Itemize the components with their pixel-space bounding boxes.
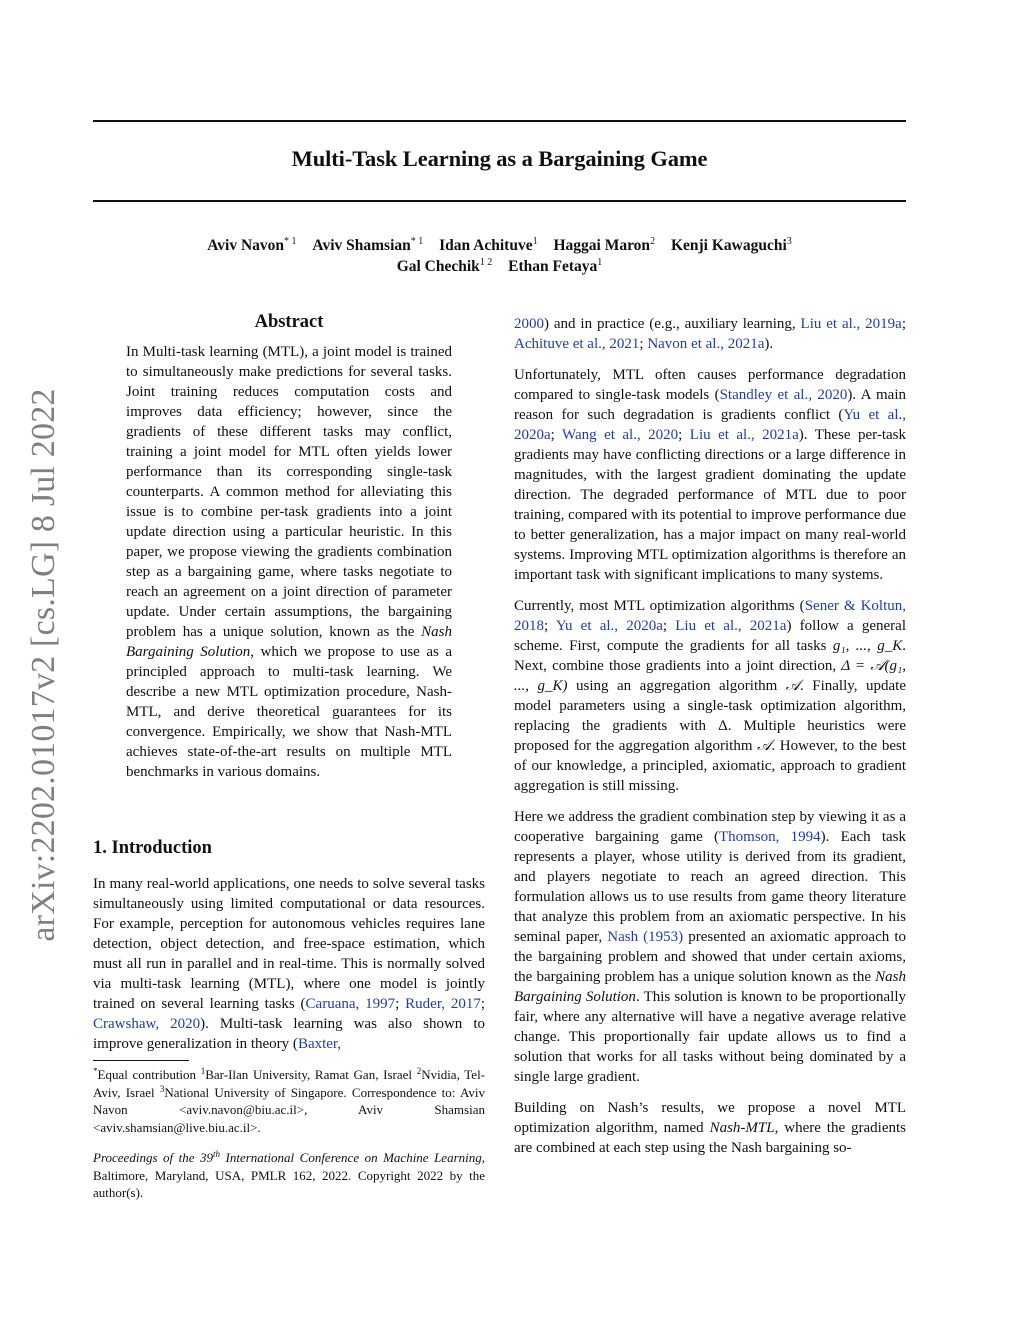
math-expression: Δ	[718, 718, 728, 734]
arxiv-identifier-stamp: arXiv:2202.01017v2 [cs.LG] 8 Jul 2022	[25, 388, 62, 942]
affiliation-footnote: *Equal contribution $^1$Bar-Ilan University, Ramat Gan, Israel $^2$Nvidia, Tel-Aviv, Israel $^3$National University of Singapore. Correspondence to: Aviv Navon <aviv.navon@biu.ac.il>, Aviv Shamsian <aviv.shamsian@live.biu.ac.il>.	[93, 1066, 486, 1135]
citation-link[interactable]: Liu et al., 2019a	[800, 316, 902, 332]
author: Haggai Maron$^2$	[553, 236, 656, 254]
citation-link[interactable]: Achituve et al., 2021	[514, 336, 640, 352]
math-expression: g₁, ..., g_K	[832, 638, 903, 654]
citation-link[interactable]: Navon et al., 2021a	[647, 336, 765, 352]
math-expression: 𝒜	[785, 678, 800, 694]
citation-link[interactable]: Sener & Koltun, 2018	[514, 598, 906, 634]
math-expression: 𝒜	[757, 738, 772, 754]
citation-link[interactable]: 2000	[514, 316, 544, 332]
author: Idan Achituve$^1$	[439, 236, 538, 254]
author-list-line-2	[93, 257, 906, 276]
citation-link[interactable]: Thomson, 1994	[719, 829, 821, 845]
introduction-paragraph: In many real-world applications, one needs to solve several tasks simultaneously using limited computational or data resources. For example, perception for autonomous vehicles requires lane detection, object detection, and free-space estimation, which must all run in parallel and in real-time. This is normally solved via multi-task learning (MTL), where one model is jointly trained on several learning tasks (Caruana, 1997; Ruder, 2017; Crawshaw, 2020). Multi-task learning was also shown to improve generalization in theory (Baxter,	[93, 876, 486, 1052]
citation-link[interactable]: Nash (1953)	[607, 929, 684, 945]
author: Aviv Navon$^{* 1}$	[207, 236, 297, 254]
section-heading-introduction: 1. Introduction	[93, 838, 212, 858]
citation-link[interactable]: Crawshaw, 2020	[93, 1016, 201, 1032]
citation-link[interactable]: Yu et al., 2020a	[514, 407, 906, 443]
citation-link[interactable]: Liu et al., 2021a	[675, 618, 787, 634]
paragraph: Building on Nash’s results, we propose a novel MTL optimization algorithm, named Nash-MTL, where the gradients are combined at each step using the Nash bargaining so-	[514, 1100, 906, 1156]
citation-link[interactable]: Wang et al., 2020	[562, 427, 679, 443]
author: Kenji Kawaguchi$^3$	[670, 236, 792, 254]
abstract-body: In Multi-task learning (MTL), a joint model is trained to simultaneously make predictions for several tasks. Joint training reduces computation costs and improves data efficiency; however, since the gradients of these different tasks may conflict, training a joint model for MTL often yields lower performance than its corresponding single-task counterparts. A common method for alleviating this issue is to combine per-task gradients into a joint update direction using a particular heuristic. In this paper, we propose viewing the gradients combination step as a bargaining game, where tasks negotiate to reach an agreement on a joint direction of parameter update. Under certain assumptions, the bargaining problem has a unique solution, known as the Nash Bargaining Solution, which we propose to use as a principled approach to multi-task learning. We describe a new MTL optimization procedure, Nash-MTL, and derive theoretical guarantees for its convergence. Empirically, we show that Nash-MTL achieves state-of-the-art results on multiple MTL benchmarks in various domains.	[126, 344, 452, 780]
citation-link[interactable]: Standley et al., 2020	[719, 387, 848, 403]
paragraph: Currently, most MTL optimization algorithms (Sener & Koltun, 2018; Yu et al., 2020a; Liu et al., 2021a) follow a general scheme. First, compute the gradients for all tasks g₁, ..., g_K. Next, combine those gradients into a joint direction, Δ = 𝒜(g₁, ..., g_K) using an aggregation algorithm 𝒜. Finally, update model parameters using a single-task optimization algorithm, replacing the gradients with Δ. Multiple heuristics were proposed for the aggregation algorithm 𝒜. However, to the best of our knowledge, a principled, axiomatic, approach to gradient aggregation is still missing.	[514, 598, 907, 794]
citation-link[interactable]: Ruder, 2017	[405, 996, 481, 1012]
title-bottom-rule	[93, 200, 906, 202]
paragraph: Unfortunately, MTL often causes performance degradation compared to single-task models (Standley et al., 2020). A main reason for such degradation is gradients conflict (Yu et al., 2020a; Wang et al., 2020; Liu et al., 2021a). These per-task gradients may have conflicting directions or a large difference in magnitudes, with the largest gradient dominating the update direction. The degraded performance of MTL due to poor training, compared with its potential to improve performance due to better generalization, has a major impact on many real-world systems. Improving MTL optimization algorithms is therefore an important task with significant implications to many systems.	[514, 367, 906, 583]
paragraph: Here we address the gradient combination step by viewing it as a cooperative bargaining game (Thomson, 1994). Each task represents a player, whose utility is derived from its gradient, and players negotiate to reach an agreed direction. This formulation allows us to use results from game theory literature that analyze this problem from an axiomatic perspective. In his seminal paper, Nash (1953) presented an axiomatic approach to the bargaining problem and showed that under certain axioms, the bargaining problem has a unique solution known as the Nash Bargaining Solution. This solution is known to be proportionally fair, where any alternative will have a negative average relative change. This proportionally fair update allows us to find a solution that works for all tasks without being dominated by a single large gradient.	[514, 809, 906, 1085]
author: Aviv Shamsian$^{* 1}$	[312, 236, 424, 254]
citation-link[interactable]: Baxter,	[297, 1036, 342, 1052]
citation-link[interactable]: Liu et al., 2021a	[689, 427, 799, 443]
abstract-heading: Abstract	[254, 312, 324, 332]
citation-link[interactable]: Yu et al., 2020a	[555, 618, 663, 634]
paragraph: 2000) and in practice (e.g., auxiliary learning, Liu et al., 2019a; Achituve et al., 2021; Navon et al., 2021a).	[514, 316, 906, 352]
footnote-rule	[93, 1060, 189, 1061]
author: Gal Chechik$^{1 2}$	[396, 257, 493, 275]
citation-link[interactable]: Caruana, 1997	[305, 996, 396, 1012]
proceedings-note: Proceedings of the 39th International Conference on Machine Learning, Baltimore, Maryland, USA, PMLR 162, 2022. Copyright 2022 by the author(s).	[93, 1149, 485, 1201]
top-rule	[93, 120, 906, 122]
math-expression: Δ = 𝒜(g₁, ..., g_K)	[514, 658, 907, 694]
right-column	[514, 314, 906, 1169]
author: Ethan Fetaya$^1$	[508, 257, 603, 275]
paper-title: Multi-Task Learning as a Bargaining Game	[291, 146, 708, 171]
author-list-line-1	[93, 236, 906, 255]
